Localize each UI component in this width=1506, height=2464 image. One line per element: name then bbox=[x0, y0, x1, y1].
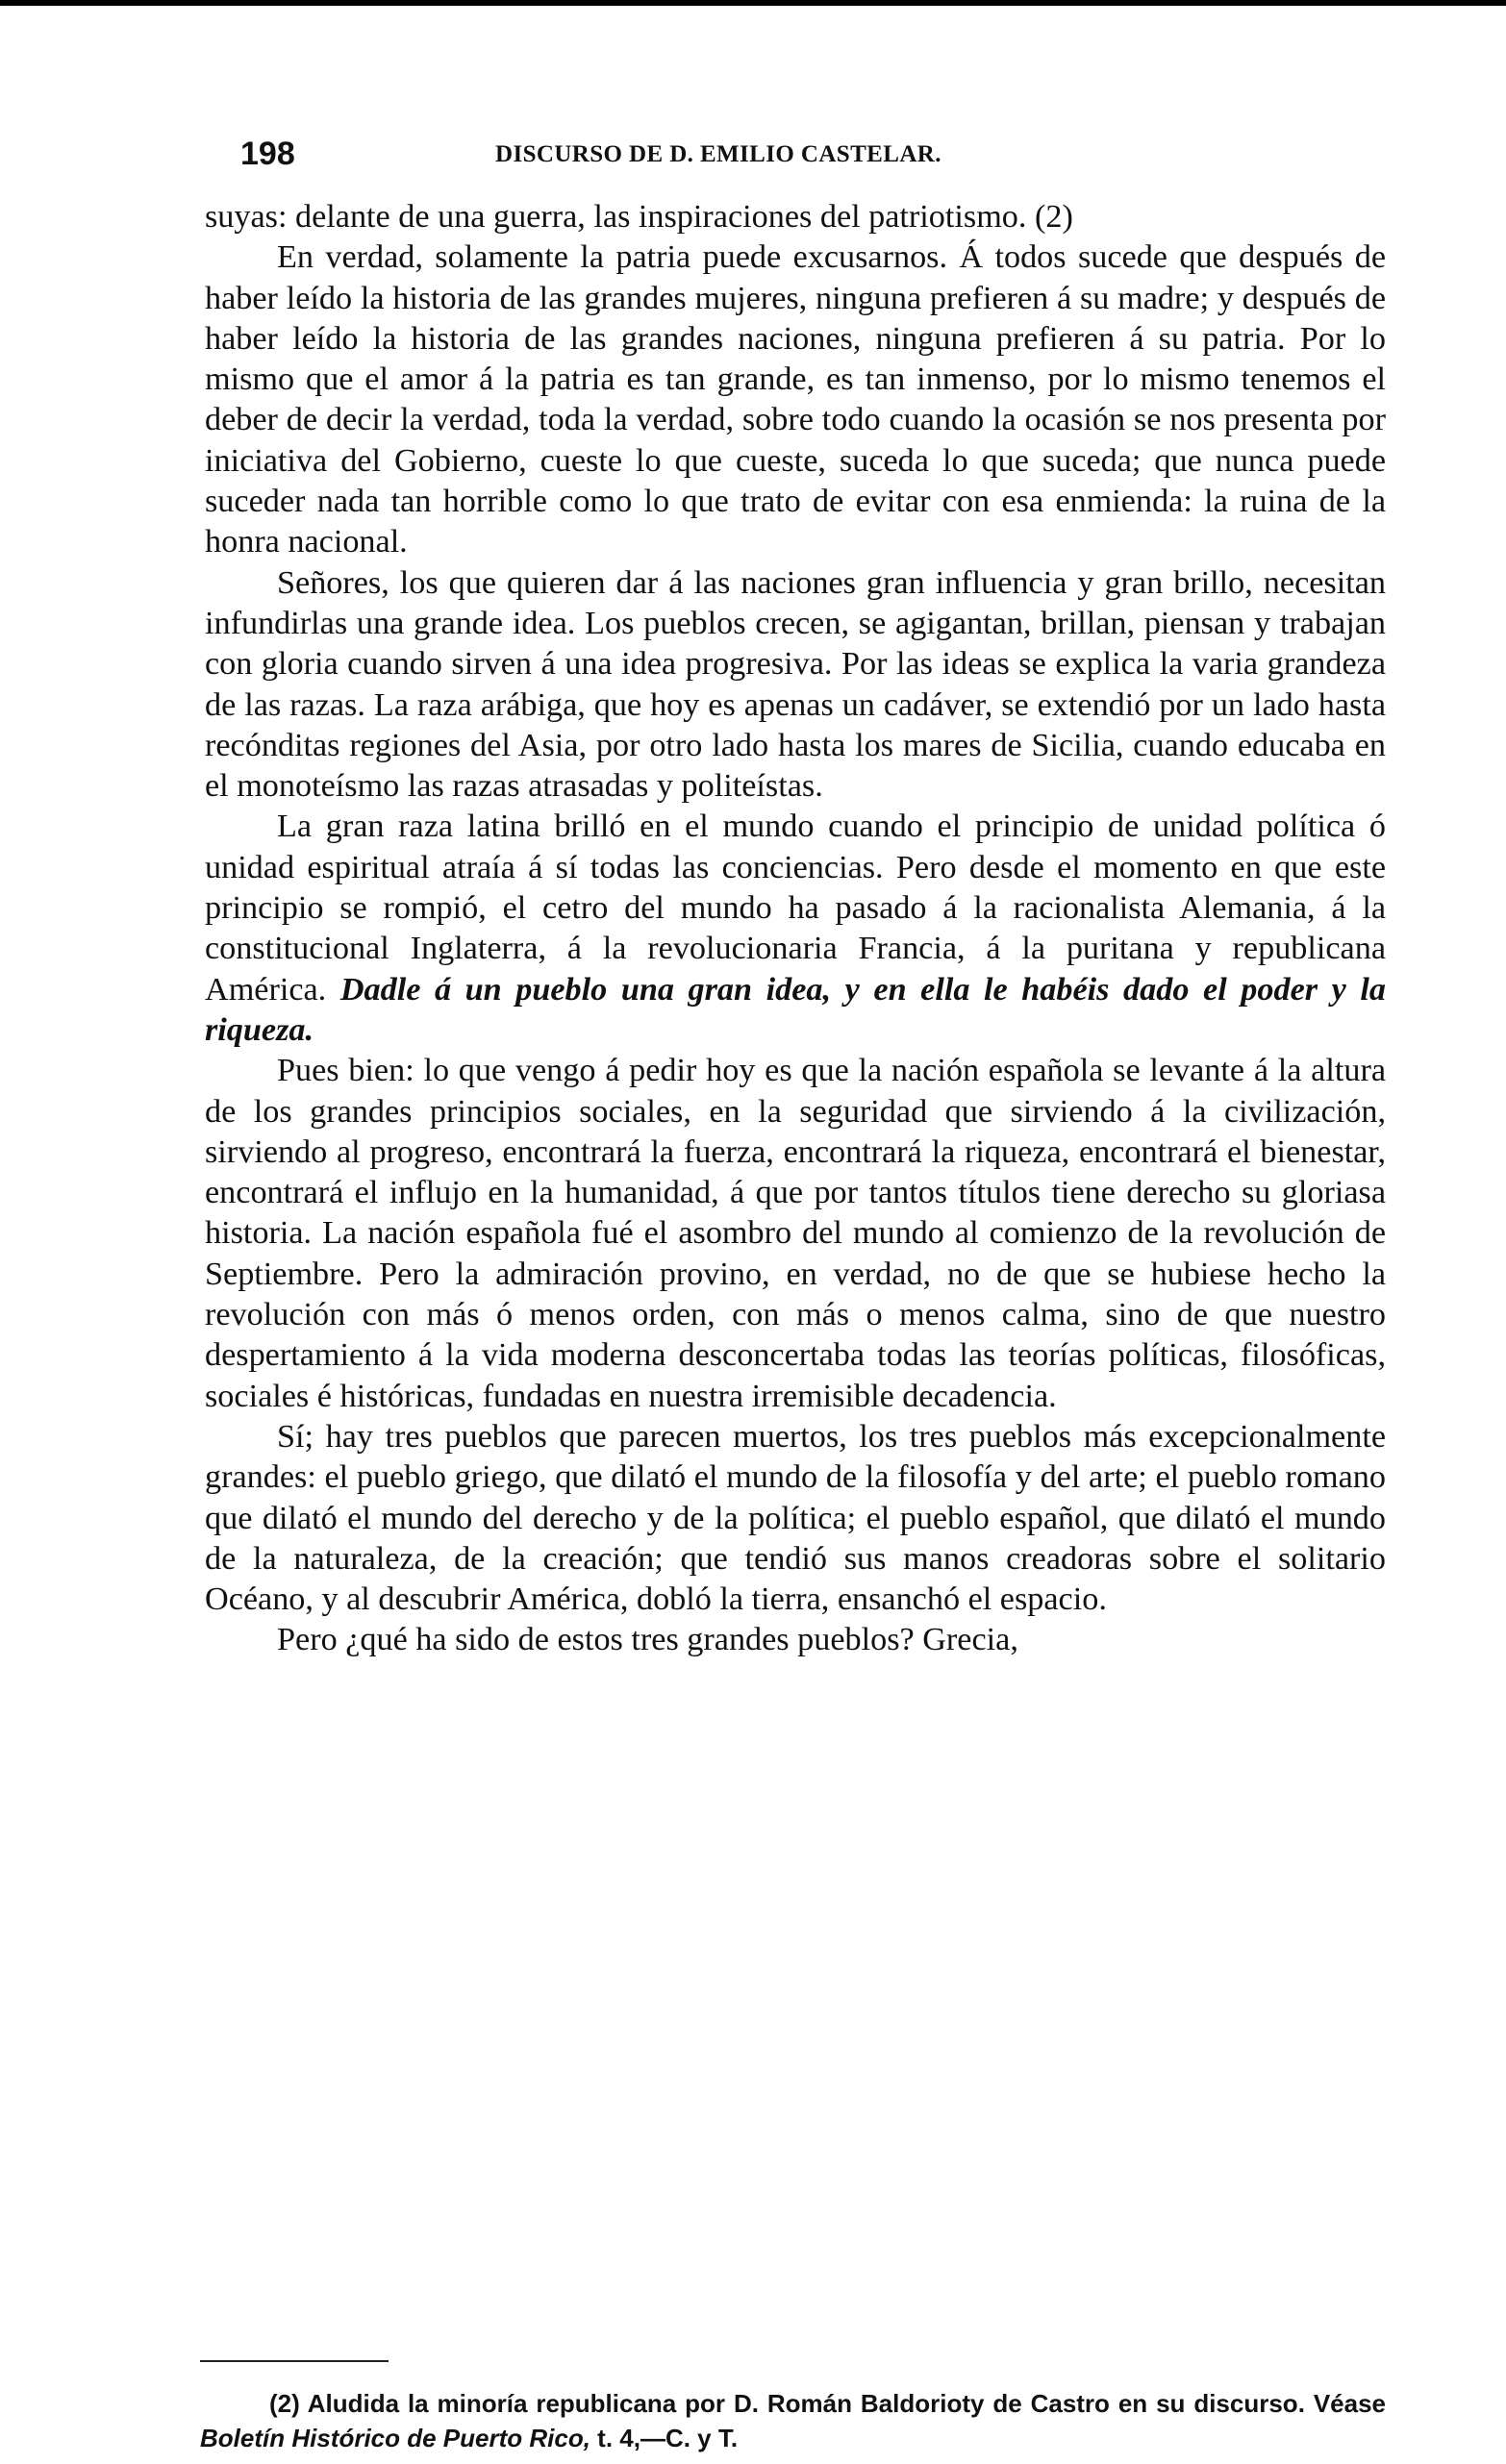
paragraph-tres-pueblos: Sí; hay tres pueblos que parecen muertos, los tres pueblos más excepcionalmente grandes: el pueblo griego, que dilató el mundo de la filosofía y del arte; el pueblo romano que dilató el mundo del derecho y de la política; el pueblo español, que dilató el mundo de la naturaleza, de la creación; que tendió sus manos creadoras sobre el solitario Océano, y al descubrir América, dobló la tierra, ensanchó el espacio. bbox=[205, 1418, 1386, 1618]
italic-quote: Dadle á un pueblo una gran idea, y en ella le habéis dado el poder y la riqueza. bbox=[205, 971, 1386, 1048]
paragraph-patria: En verdad, solamente la patria puede excusarnos. Á todos sucede que después de haber leído la historia de las grandes mujeres, ninguna prefieren á su madre; y después de haber leído la historia de las grandes naciones, ninguna prefieren á su patria. Por lo mismo que el amor á la patria es tan grande, es tan inmenso, por lo mismo tenemos el deber de decir la verdad, toda la verdad, sobre todo cuando la ocasión se nos presenta por iniciativa del Gobierno, cueste lo que cueste, suceda lo que suceda; que nunca puede suceder nada tan horrible como lo que trato de evitar con esa enmienda: la ruina de la honra nacional. bbox=[205, 239, 1386, 560]
speech-text bbox=[205, 197, 1386, 1661]
paragraph-raza-latina-text: La gran raza latina brilló en el mundo cuando el principio de unidad política ó unidad espiritual atraía á sí todas las conciencias. Pero desde el momento en que este principio se rompió, el cetro del mundo ha pasado á la racionalista Alemania, á la constitucional Inglaterra, á la revolucionaria Francia, á la puritana y republicana América. bbox=[205, 809, 1386, 1008]
page-number: 198 bbox=[240, 136, 295, 172]
running-head: DISCURSO DE D. EMILIO CASTELAR. bbox=[495, 141, 941, 167]
top-border-rule bbox=[0, 0, 1506, 6]
footnote-tail: t. 4,—C. y T. bbox=[597, 2424, 739, 2452]
footnote-source: Boletín Histórico de Puerto Rico, bbox=[200, 2424, 590, 2452]
paragraph-grande-idea: Señores, los que quieren dar á las naciones gran influencia y gran brillo, necesitan infundirlas una grande idea. Los pueblos crecen, se agigantan, brillan, piensan y trabajan con gloria cuando sirven á una idea progresiva. Por las ideas se explica la varia grandeza de las razas. La raza arábiga, que hoy es apenas un cadáver, se extendió por un lado hasta recónditas regiones del Asia, por otro lado hasta los mares de Sicilia, cuando educaba en el monoteísmo las razas atrasadas y politeístas. bbox=[205, 564, 1386, 805]
paragraph-pregunta: Pero ¿qué ha sido de estos tres grandes pueblos? Grecia, bbox=[277, 1622, 1018, 1658]
paragraph-raza-latina bbox=[205, 807, 1386, 1051]
footnote-text: (2) Aludida la minoría republicana por D. Román Baldorioty de Castro en su discurso. Véase bbox=[269, 2389, 1386, 2418]
footnote-divider bbox=[200, 2360, 389, 2362]
page-header bbox=[240, 135, 1375, 173]
paragraph-nacion-espanola: Pues bien: lo que vengo á pedir hoy es que la nación española se levante á la altura de los grandes principios sociales, en la seguridad que sirviendo á la civilización, sirviendo al progreso, encontrará la fuerza, encontrará la riqueza, encontrará el bienestar, encontrará el influjo en la humanidad, á que por tantos títulos tiene derecho su gloriasa historia. La nación española fué el asombro del mundo al comienzo de la revolución de Septiembre. Pero la admiración provino, en verdad, no de que se hubiese hecho la revolución con más ó menos orden, con más o menos calma, sino de que nuestro despertamiento á la vida moderna desconcertaba todas las teorías políticas, filosóficas, sociales é históricas, fundadas en nuestra irremisible decadencia. bbox=[205, 1053, 1386, 1414]
footnote bbox=[200, 2386, 1386, 2455]
paragraph-continuation: suyas: delante de una guerra, las inspiraciones del patriotismo. (2) bbox=[205, 199, 1073, 235]
